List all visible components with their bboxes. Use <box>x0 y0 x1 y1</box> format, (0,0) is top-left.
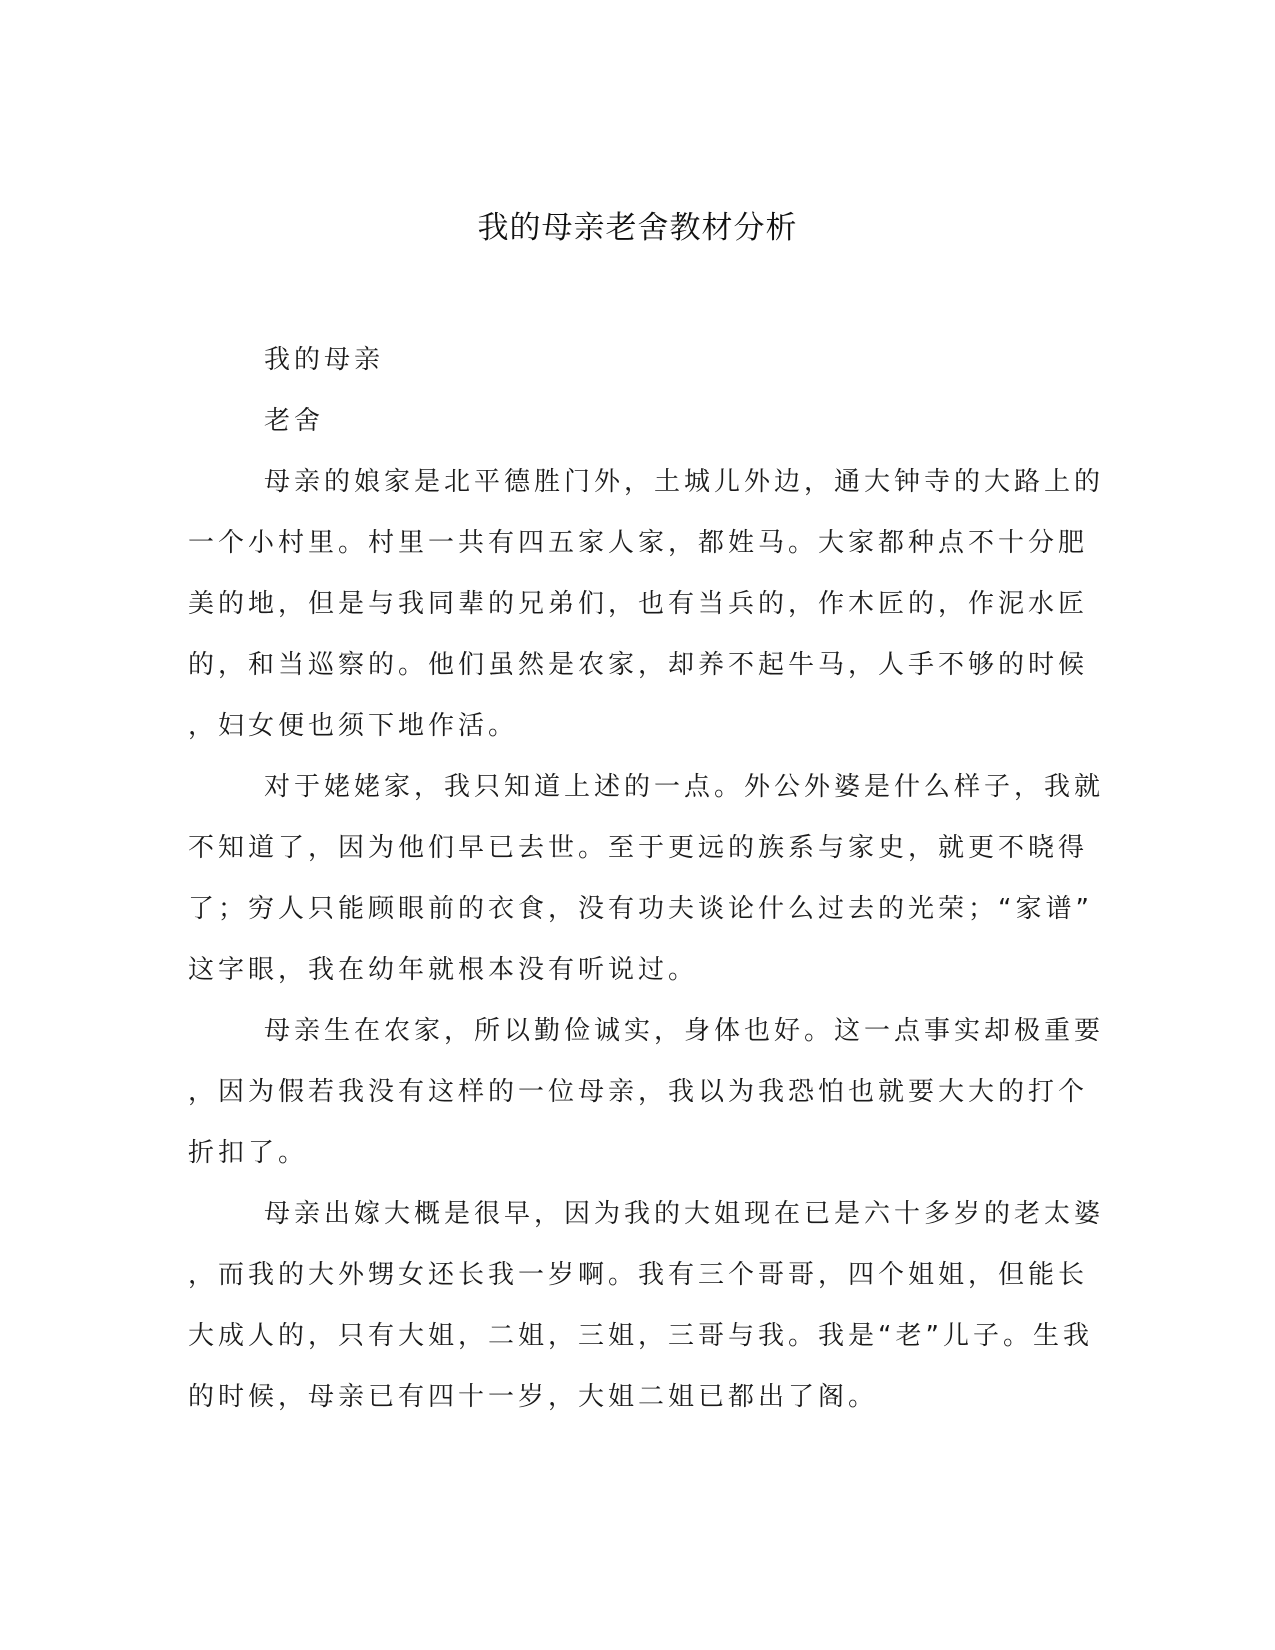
text-line: 美的地，但是与我同辈的兄弟们，也有当兵的，作木匠的，作泥水匠 <box>188 589 1089 619</box>
text-line: 这字眼，我在幼年就根本没有听说过。 <box>188 955 699 985</box>
text-line: 母亲的娘家是北平德胜门外，土城儿外边，通大钟寺的大路上的 <box>264 467 1105 497</box>
author-line: 老舍 <box>264 406 325 436</box>
text-line: 了；穷人只能顾眼前的衣食，没有功夫谈论什么过去的光荣；“家谱” <box>188 894 1093 924</box>
text-line: ，妇女便也须下地作活。 <box>188 711 519 741</box>
text-line: 不知道了，因为他们早已去世。至于更远的族系与家史，就更不晓得 <box>188 833 1089 863</box>
document-title: 我的母亲老舍教材分析 <box>477 210 798 246</box>
text-line: ，而我的大外甥女还长我一岁啊。我有三个哥哥，四个姐姐，但能长 <box>188 1260 1089 1290</box>
subtitle-line: 我的母亲 <box>264 345 385 375</box>
text-line: 一个小村里。村里一共有四五家人家，都姓马。大家都种点不十分肥 <box>188 528 1089 558</box>
text-line: 母亲出嫁大概是很早，因为我的大姐现在已是六十多岁的老太婆 <box>264 1199 1105 1229</box>
text-line: 的时候，母亲已有四十一岁，大姐二姐已都出了阁。 <box>188 1382 879 1412</box>
text-line: ，因为假若我没有这样的一位母亲，我以为我恐怕也就要大大的打个 <box>188 1077 1089 1107</box>
text-line: 折扣了。 <box>188 1138 309 1168</box>
text-line: 对于姥姥家，我只知道上述的一点。外公外婆是什么样子，我就 <box>264 772 1105 802</box>
document-body <box>188 330 1105 1428</box>
text-line: 母亲生在农家，所以勤俭诚实，身体也好。这一点事实却极重要 <box>264 1016 1105 1046</box>
text-line: 大成人的，只有大姐，二姐，三姐，三哥与我。我是“老”儿子。生我 <box>188 1321 1093 1351</box>
text-line: 的，和当巡察的。他们虽然是农家，却养不起牛马，人手不够的时候 <box>188 650 1089 680</box>
